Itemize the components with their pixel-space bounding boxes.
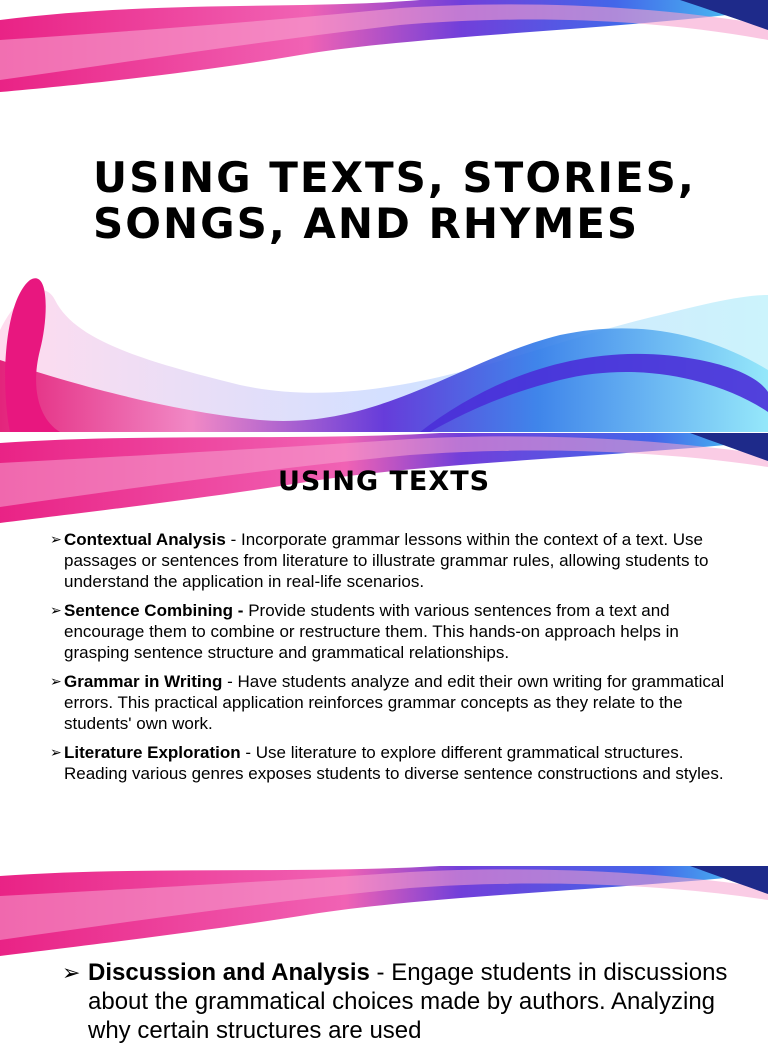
list-item [62, 958, 742, 1045]
item-text: Engage students in discussions about the grammatical choices made by authors. Analyzing why certain structures are used [88, 959, 728, 1044]
list-item [50, 529, 730, 592]
item-text: Provide students with various sentences from a text and encourage them to combine or restructure them. This hands-on approach helps in grasping sentence structure and grammatical relationships. [64, 601, 679, 662]
arrow-bullet-icon: ➢ [62, 960, 81, 985]
slide-title: USING TEXTS [277, 466, 491, 497]
arrow-bullet-icon: ➢ [50, 602, 62, 618]
using-texts-slide [0, 433, 768, 865]
arrow-bullet-icon: ➢ [50, 744, 62, 760]
item-term: Literature Exploration [64, 743, 241, 762]
item-term: Discussion and Analysis [88, 959, 370, 986]
list-item [50, 671, 730, 734]
bullet-list [50, 529, 730, 792]
item-term: Grammar in Writing [64, 672, 223, 691]
list-item [50, 600, 730, 663]
item-term: Sentence Combining [64, 601, 234, 620]
title-line-1: USING TEXTS, STORIES, [93, 153, 696, 202]
bullet-list [62, 958, 742, 1045]
slide-title [93, 155, 733, 247]
item-text: Have students analyze and edit their own writing for grammatical errors. This practical application reinforces grammar concepts as they relate to the students' own work. [64, 672, 725, 733]
arrow-bullet-icon: ➢ [50, 673, 62, 689]
title-line-2: SONGS, AND RHYMES [93, 199, 640, 248]
item-text: Incorporate grammar lessons within the context of a text. Use passages or sentences from literature to illustrate grammar rules, allowing students to understand the application in real-life scenarios. [64, 530, 709, 591]
item-separator: - [240, 743, 256, 762]
item-text: Use literature to explore different grammatical structures. Reading various genres exposes students to diverse sentence constructions and styles. [64, 743, 724, 783]
item-separator: - [369, 959, 392, 986]
arrow-bullet-icon: ➢ [50, 531, 62, 547]
discussion-slide [0, 866, 768, 1044]
item-separator: - [222, 672, 238, 691]
item-term: Contextual Analysis [64, 530, 226, 549]
item-separator: - [233, 601, 249, 620]
decorative-wave-graphic [0, 866, 768, 966]
title-slide [0, 0, 768, 432]
item-separator: - [225, 530, 241, 549]
list-item [50, 742, 730, 784]
